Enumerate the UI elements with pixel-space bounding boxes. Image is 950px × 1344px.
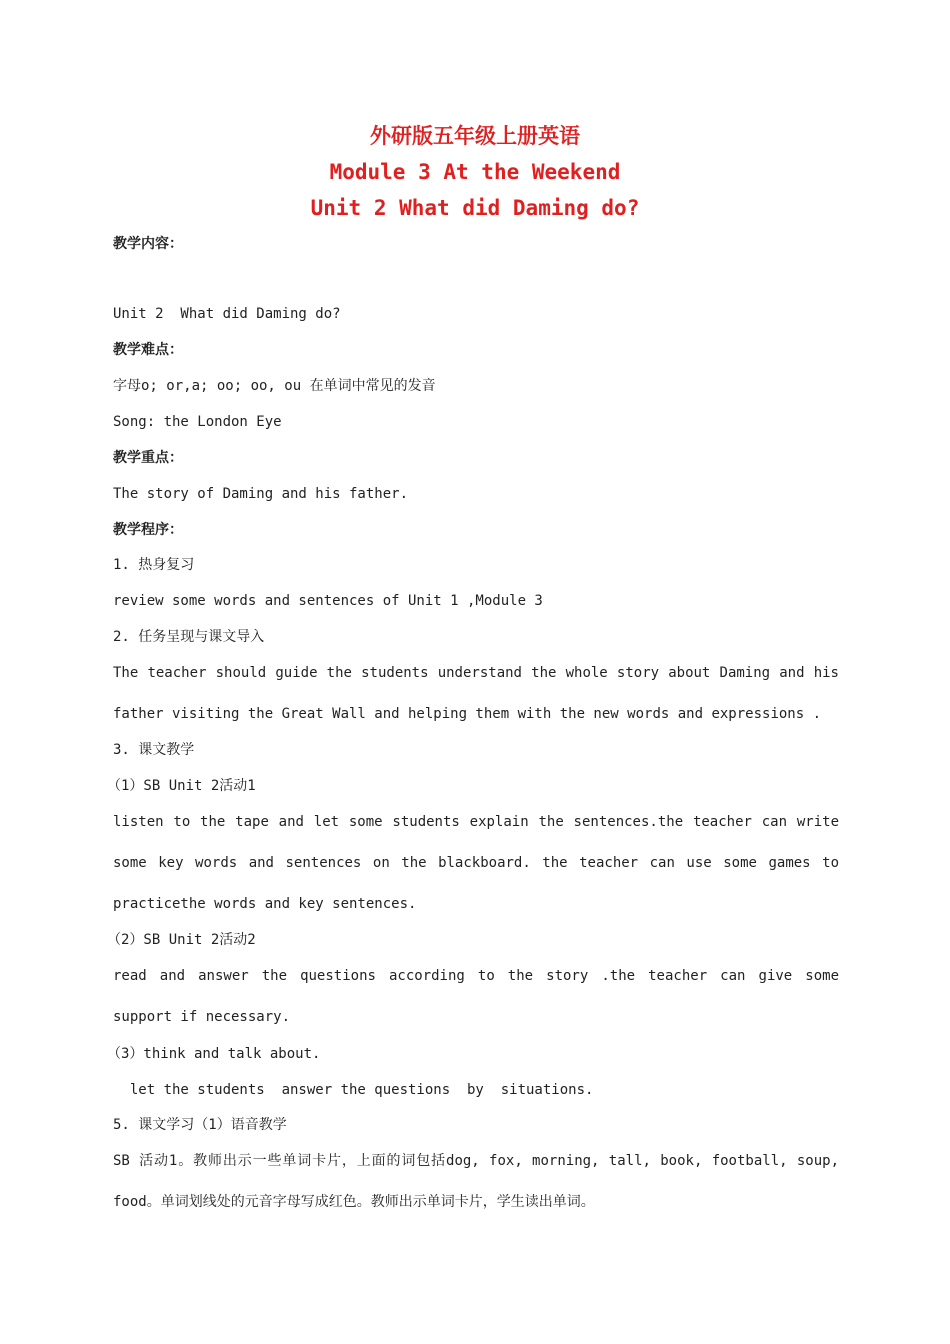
difficulty-line-2: Song: the London Eye xyxy=(113,414,282,430)
step3-sub1-text: listen to the tape and let some students explain the sentences.the teacher can write some key words and sentences on the blackboard. the teacher can use some games to practicethe words and key sentences. xyxy=(113,814,839,912)
content-text: Unit 2 What did Daming do? xyxy=(113,306,341,322)
step2-title: 2. 任务呈现与课文导入 xyxy=(113,629,265,645)
step5-text: SB 活动1。教师出示一些单词卡片，上面的词包括dog, fox, morning, tall, book, football, soup, food。单词划线处的元音字母写成红色。教师出示单词卡片，学生读出单词。 xyxy=(113,1153,839,1210)
step3-title: 3. 课文教学 xyxy=(113,742,195,758)
step1-title: 1. 热身复习 xyxy=(113,557,195,573)
difficulty-line-1: 字母o; or,a; oo; oo, ou 在单词中常见的发音 xyxy=(113,378,436,394)
module-title: Module 3 At the Weekend xyxy=(329,160,621,184)
step3-sub3-text: let the students answer the questions by situations. xyxy=(113,1082,594,1098)
step1-text: review some words and sentences of Unit 1 ,Module 3 xyxy=(113,593,543,609)
step3-sub1-title: （1）SB Unit 2活动1 xyxy=(107,778,256,794)
step3-sub2-title: （2）SB Unit 2活动2 xyxy=(107,932,256,948)
unit-title: Unit 2 What did Daming do? xyxy=(310,196,640,220)
document-title: 外研版五年级上册英语 xyxy=(370,124,580,148)
title-block xyxy=(0,118,950,226)
focus-text: The story of Daming and his father. xyxy=(113,486,409,502)
step3-sub3-title: （3）think and talk about. xyxy=(107,1046,321,1062)
step5-title: 5. 课文学习（1）语音教学 xyxy=(113,1117,287,1133)
step3-sub2-text: read and answer the questions according to the story .the teacher can give some support if necessary. xyxy=(113,968,839,1025)
focus-heading: 教学重点： xyxy=(113,450,183,466)
difficulty-heading: 教学难点： xyxy=(113,342,183,358)
step2-text: The teacher should guide the students understand the whole story about Daming and his father visiting the Great Wall and helping them with the new words and expressions . xyxy=(113,665,839,722)
procedure-heading: 教学程序： xyxy=(113,522,183,538)
content-heading: 教学内容： xyxy=(113,236,183,252)
